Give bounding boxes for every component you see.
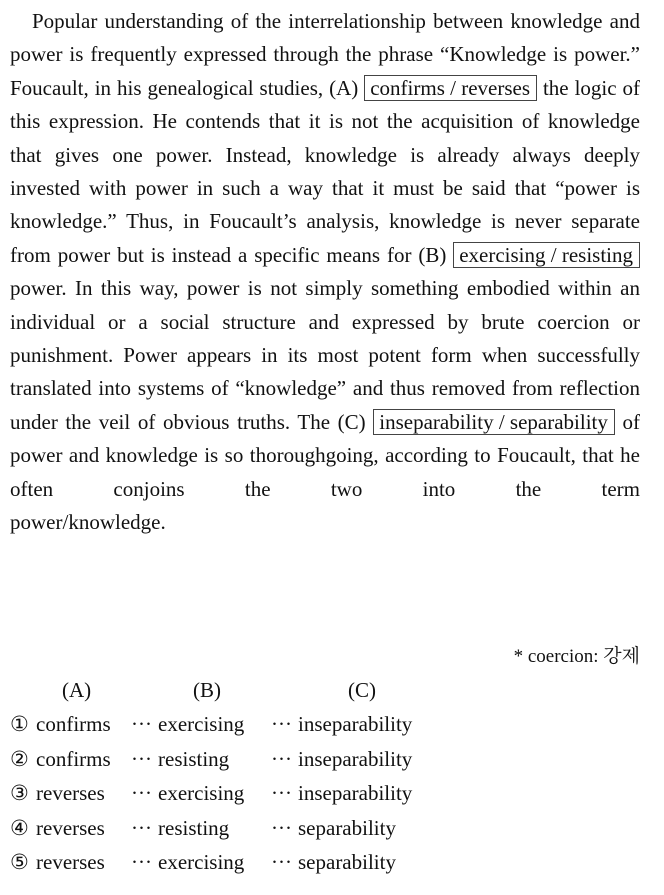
choice-number: ④	[10, 815, 29, 840]
passage-line: the logic of this expression.	[10, 75, 641, 134]
footnote: * coercion: 강제	[513, 646, 640, 667]
choice-separator: ···	[131, 849, 152, 874]
choice-b: resisting	[158, 746, 230, 771]
blank-a-box: confirms / reverses	[364, 75, 537, 101]
choice-number: ③	[10, 781, 29, 806]
choice-separator: ···	[131, 746, 152, 771]
choice-a: confirms	[36, 712, 111, 737]
passage-line: coercion or punishment. Power appears in its most potent	[10, 309, 640, 368]
passage-line: power. In this	[10, 276, 132, 301]
passage-line: knowledge is never separate from power but is instead a	[10, 209, 640, 267]
choice-separator: ···	[131, 712, 152, 737]
choice-separator: ···	[271, 712, 292, 737]
blank-c-box: inseparability / separability	[373, 409, 615, 435]
choice-separator: ···	[271, 781, 292, 806]
passage-last-line: power/knowledge.	[10, 510, 166, 535]
choice-c: separability	[298, 849, 396, 874]
passage-line: gives one power. Instead, knowledge is already always	[54, 142, 571, 167]
choice-a: reverses	[36, 815, 105, 840]
passage-line: said that “power is knowledge.” Thus, in Foucault’s analysis,	[10, 176, 641, 234]
choice-separator: ···	[131, 815, 152, 840]
choice-separator: ···	[131, 781, 152, 806]
passage-line: studies, (A)	[259, 75, 359, 100]
choice-b: exercising	[158, 712, 245, 737]
passage-line: form when successfully translated into systems of	[10, 343, 640, 401]
passage-line: deeply invested with power in such a way that it must be	[10, 142, 641, 201]
passage-line: of	[622, 409, 641, 434]
passage-line: individual or a social structure and expressed by brute	[10, 309, 525, 334]
passage-line: Foucault, that he often conjoins the two into the term	[10, 443, 640, 501]
choice-c: inseparability	[298, 746, 413, 771]
passage-line: Popular understanding of the interrelationship between	[32, 9, 504, 33]
passage-line: “knowledge” and thus removed from reflection under the veil	[10, 376, 640, 434]
choice-c: inseparability	[298, 781, 413, 806]
choice-b: resisting	[158, 815, 230, 840]
choice-separator: ···	[271, 815, 292, 840]
blank-b-box: exercising / resisting	[453, 242, 640, 268]
choice-number: ①	[10, 712, 29, 737]
passage-line: specific means for (B)	[254, 242, 447, 267]
choice-b: exercising	[158, 849, 245, 874]
passage-line: of obvious truths. The (C)	[137, 409, 366, 434]
choice-b: exercising	[158, 781, 245, 806]
choice-number: ②	[10, 746, 29, 771]
header-a: (A)	[62, 678, 92, 702]
choice-separator: ···	[271, 849, 292, 874]
choice-a: confirms	[36, 746, 111, 771]
header-c: (C)	[348, 678, 376, 702]
choice-a: reverses	[36, 849, 105, 874]
passage-line: power and knowledge is so thoroughgoing, according to	[10, 443, 491, 468]
header-b: (B)	[193, 678, 221, 702]
question-page	[10, 5, 641, 874]
passage-line: way, power is not simply something embodied within an	[139, 276, 641, 301]
choice-c: separability	[298, 815, 396, 840]
choice-c: inseparability	[298, 712, 413, 737]
passage	[10, 5, 640, 540]
passage-line: knowledge and power is frequently expressed through the	[10, 9, 641, 67]
passage-line: phrase “Knowledge is power.” Foucault, in his genealogical	[10, 42, 640, 100]
choice-a: reverses	[36, 781, 105, 806]
choice-number: ⑤	[10, 849, 29, 874]
choice-separator: ···	[271, 746, 292, 771]
passage-line: He contends that it is not the acquisition of knowledge that	[10, 109, 640, 167]
